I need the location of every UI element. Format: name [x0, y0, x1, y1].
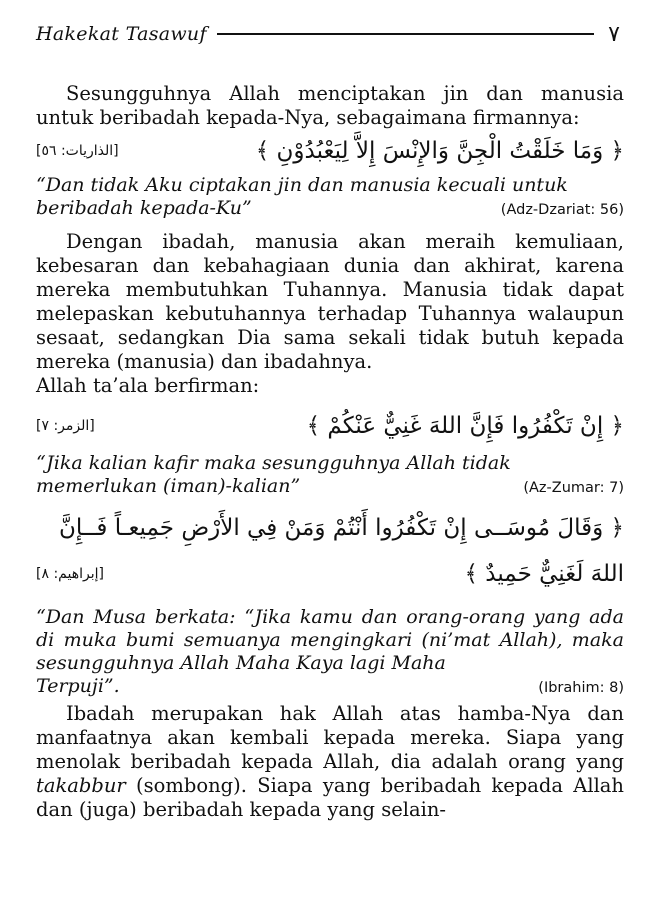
- translation-line: “Dan tidak Aku ciptakan jin dan manusia kecuali untuk: [36, 174, 568, 196]
- translation-line: “Jika kalian kafir maka sesungguhnya Allah tidak: [36, 452, 511, 474]
- verse-ibrahim: [36, 508, 624, 596]
- arabic-verse: ﴿ وَمَا خَلَقْتُ الْجِنَّ وَالإِنْسَ إِلاَّ لِيَعْبُدُوْنِ ﴾: [255, 138, 624, 164]
- verse-reference: [الزمر: ٧]: [36, 418, 95, 434]
- paragraph-intro: Sesungguhnya Allah menciptakan jin dan manusia untuk beribadah kepada-Nya, sebagaimana firmannya:: [36, 82, 624, 129]
- paragraph-hak-allah: [36, 702, 624, 822]
- italic-term: takabbur: [36, 774, 126, 797]
- paragraph-text: (sombong). Siapa yang beribadah kepada Allah dan (juga) beribadah kepada yang selain-: [36, 774, 624, 821]
- running-header: [36, 20, 620, 48]
- verse-az-zumar: [36, 406, 624, 446]
- paragraph-ibadah: Dengan ibadah, manusia akan meraih kemuliaan, kebesaran dan kebahagiaan dunia dan akhirat, karena mereka membutuhkan Tuhannya. Manusia tidak dapat melepaskan kebutuhannya terhadap Tuhannya walaupun sesaat, sedangkan Dia sama sekali tidak butuh kepada mereka (manusia) dan ibadahnya.: [36, 230, 624, 373]
- arabic-verse: ﴿ إِنْ تَكْفُرُوا فَإِنَّ اللهَ غَنِيٌّ عَنْكُمْ ﴾: [306, 413, 624, 439]
- arabic-verse-line: اللهَ لَغَنِيٌّ حَمِيدٌ ﴾: [464, 561, 624, 587]
- translation-ibrahim: [36, 606, 624, 698]
- paragraph-text: Ibadah merupakan hak Allah atas hamba-Nya dan manfaatnya akan kembali kepada mereka. Siapa yang menolak beribadah kepada Allah, dia adalah orang yang: [36, 702, 624, 773]
- verse-reference: [إبراهيم: ٨]: [36, 566, 104, 582]
- arabic-verse-line: ﴿ وَقَالَ مُوسَــى إِنْ تَكْفُرُوا أَنْتُمْ وَمَنْ فِي الأَرْضِ جَمِيعـاً فَــإِنَّ: [59, 515, 624, 541]
- translation-citation: (Ibrahim: 8): [538, 680, 624, 696]
- translation-line: Terpuji”.: [36, 675, 120, 697]
- page-number: ٧: [608, 21, 620, 47]
- header-title: Hakekat Tasawuf: [36, 23, 207, 45]
- translation-text: “Dan Musa berkata: “Jika kamu dan orang-orang yang ada di muka bumi semuanya mengingkari (ni’mat Allah), maka sesungguhnya Allah Maha Kaya lagi Maha: [36, 606, 624, 674]
- translation-line: beribadah kepada-Ku”: [36, 197, 252, 219]
- page-content: [36, 82, 624, 822]
- translation-line: memerlukan (iman)-kalian”: [36, 475, 301, 497]
- verse-adz-dzariat: [36, 134, 624, 168]
- paragraph-firman-intro: Allah ta’ala berfirman:: [36, 374, 260, 397]
- header-rule: [217, 33, 594, 35]
- translation-citation: (Adz-Dzariat: 56): [500, 202, 624, 218]
- verse-reference: [الذاريات: ٥٦]: [36, 143, 119, 159]
- translation-adz-dzariat: [36, 174, 624, 220]
- translation-citation: (Az-Zumar: 7): [523, 480, 624, 496]
- translation-az-zumar: [36, 452, 624, 498]
